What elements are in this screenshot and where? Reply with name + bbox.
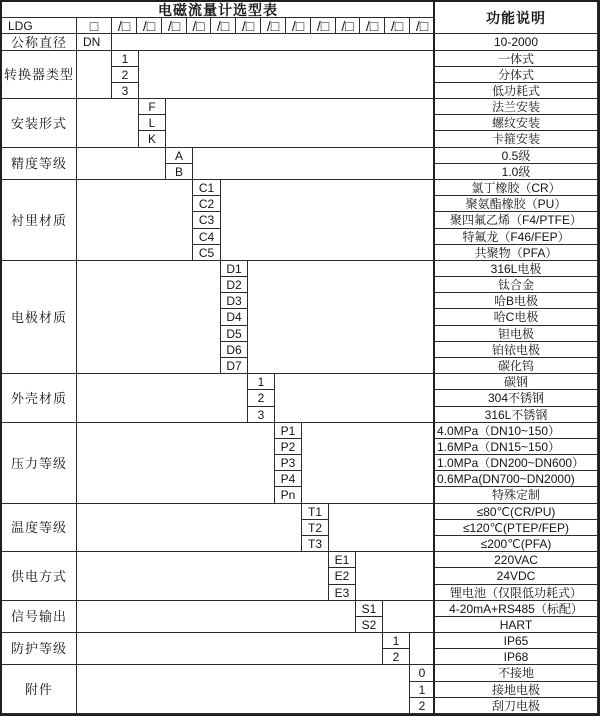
category-label: 防护等级 (2, 633, 77, 665)
description-cell: 4.0MPa（DN10~150） (435, 423, 598, 439)
empty-cell (275, 374, 435, 423)
model-slot-box-icon: /□ (385, 18, 410, 34)
description-cell: 低功耗式 (435, 83, 598, 99)
empty-cell (383, 601, 435, 633)
code-cell: D6 (221, 342, 248, 358)
code-cell: B (166, 164, 193, 180)
code-cell: C4 (193, 229, 221, 245)
empty-cell (77, 423, 275, 504)
code-cell: 3 (248, 407, 275, 423)
code-cell: 3 (112, 83, 139, 99)
description-cell: 220VAC (435, 552, 598, 568)
code-cell: S2 (356, 617, 383, 633)
code-cell: T3 (302, 536, 329, 552)
model-slot-box-icon: /□ (261, 18, 286, 34)
code-cell: 2 (383, 649, 410, 665)
code-cell: L (139, 115, 166, 131)
code-cell: 1 (248, 374, 275, 390)
code-cell: 1 (410, 682, 435, 698)
code-cell: D7 (221, 358, 248, 374)
model-slot-box-icon: /□ (236, 18, 261, 34)
description-cell: 钽电极 (435, 326, 598, 342)
code-cell: S1 (356, 601, 383, 617)
code-cell: E3 (329, 585, 356, 601)
empty-cell (77, 601, 356, 633)
code-cell: Pn (275, 487, 302, 504)
category-label: 电极材质 (2, 261, 77, 374)
description-cell: 哈C电极 (435, 309, 598, 326)
description-cell: 24VDC (435, 568, 598, 585)
description-cell: 特氟龙（F46/FEP） (435, 229, 598, 245)
description-cell: 316L不锈钢 (435, 407, 598, 423)
description-cell: 锂电池（仅限低功耗式） (435, 585, 598, 601)
code-cell: P4 (275, 471, 302, 487)
model-slot-box-icon: /□ (137, 18, 162, 34)
description-cell: 聚四氟乙烯（F4/PTFE） (435, 212, 598, 229)
model-slot-box-icon: /□ (187, 18, 211, 34)
description-cell: 0.6MPa(DN700~DN2000) (435, 471, 598, 487)
description-cell: 碳化钨 (435, 358, 598, 374)
empty-cell (77, 99, 139, 148)
empty-cell (329, 504, 435, 552)
code-cell: D5 (221, 326, 248, 342)
code-cell: D3 (221, 293, 248, 309)
function-header: 功能说明 (435, 2, 598, 34)
category-label: 衬里材质 (2, 180, 77, 261)
table-title: 电磁流量计选型表 (2, 2, 435, 18)
description-cell: 哈B电极 (435, 293, 598, 309)
empty-cell (221, 180, 435, 261)
category-label: 精度等级 (2, 148, 77, 180)
empty-cell (112, 34, 435, 51)
code-cell: 2 (248, 390, 275, 407)
code-cell: D1 (221, 261, 248, 277)
empty-cell (302, 423, 435, 504)
description-cell: ≤200℃(PFA) (435, 536, 598, 552)
empty-cell (410, 633, 435, 665)
category-label: 转换器类型 (2, 51, 77, 99)
model-slot-box-icon: /□ (112, 18, 137, 34)
code-cell: T1 (302, 504, 329, 520)
code-cell: 2 (112, 67, 139, 83)
description-cell: 聚氨酯橡胶（PU） (435, 196, 598, 212)
description-cell: 螺纹安装 (435, 115, 598, 131)
description-cell: 1.0级 (435, 164, 598, 180)
category-label: 温度等级 (2, 504, 77, 552)
code-cell: D4 (221, 309, 248, 326)
model-slot-box-icon: /□ (410, 18, 435, 34)
code-cell: P1 (275, 423, 302, 439)
model-prefix: LDG (2, 18, 77, 34)
code-cell: 0 (410, 665, 435, 682)
model-slot-box-icon: /□ (211, 18, 236, 34)
description-cell: ≤80℃(CR/PU) (435, 504, 598, 520)
category-label: 供电方式 (2, 552, 77, 601)
description-cell: ≤120℃(PTEP/FEP) (435, 520, 598, 536)
description-cell: 特殊定制 (435, 487, 598, 504)
code-cell: 2 (410, 698, 435, 714)
category-label: 外壳材质 (2, 374, 77, 423)
category-label: 信号输出 (2, 601, 77, 633)
description-cell: IP68 (435, 649, 598, 665)
code-cell: E2 (329, 568, 356, 585)
description-cell: 1.6MPa（DN15~150） (435, 439, 598, 455)
code-cell: F (139, 99, 166, 115)
code-cell: D2 (221, 277, 248, 293)
description-cell: 一体式 (435, 51, 598, 67)
empty-cell (77, 180, 193, 261)
code-cell: DN (77, 34, 112, 51)
empty-cell (77, 261, 221, 374)
code-cell: T2 (302, 520, 329, 536)
code-cell: P2 (275, 439, 302, 455)
category-label: 公称直径 (2, 34, 77, 51)
code-cell: C5 (193, 245, 221, 261)
description-cell: IP65 (435, 633, 598, 649)
empty-cell (77, 374, 248, 423)
code-cell: C1 (193, 180, 221, 196)
model-slot-box-icon: /□ (311, 18, 336, 34)
code-cell: 1 (112, 51, 139, 67)
description-cell: 316L电极 (435, 261, 598, 277)
empty-cell (77, 504, 302, 552)
description-cell: 1.0MPa（DN200~DN600） (435, 455, 598, 471)
description-cell: 不接地 (435, 665, 598, 682)
empty-cell (77, 633, 383, 665)
code-cell: K (139, 131, 166, 148)
description-cell: 氯丁橡胶（CR） (435, 180, 598, 196)
description-cell: 碳钢 (435, 374, 598, 390)
description-cell: 分体式 (435, 67, 598, 83)
empty-cell (77, 665, 410, 714)
description-cell: 钛合金 (435, 277, 598, 293)
thick-divider-line (433, 2, 435, 714)
code-cell: P3 (275, 455, 302, 471)
category-label: 压力等级 (2, 423, 77, 504)
description-cell: 共聚物（PFA） (435, 245, 598, 261)
model-slot-box-icon: /□ (162, 18, 187, 34)
description-cell: 10-2000 (435, 34, 598, 51)
empty-cell (193, 148, 435, 180)
code-cell: C2 (193, 196, 221, 212)
empty-cell (356, 552, 435, 601)
code-cell: C3 (193, 212, 221, 229)
empty-cell (77, 552, 329, 601)
category-label: 安装形式 (2, 99, 77, 148)
description-cell: 刮刀电极 (435, 698, 598, 714)
description-cell: 4-20mA+RS485（标配） (435, 601, 598, 617)
description-cell: 接地电极 (435, 682, 598, 698)
model-slot-box-icon: /□ (286, 18, 311, 34)
empty-cell (77, 51, 112, 99)
empty-cell (248, 261, 435, 374)
description-cell: 304不锈钢 (435, 390, 598, 407)
code-cell: E1 (329, 552, 356, 568)
model-slot-box-icon: /□ (360, 18, 385, 34)
description-cell: 0.5级 (435, 148, 598, 164)
model-base-box-icon: □ (77, 18, 112, 34)
description-cell: 卡箍安装 (435, 131, 598, 148)
model-slot-box-icon: /□ (336, 18, 360, 34)
description-cell: HART (435, 617, 598, 633)
empty-cell (139, 51, 435, 99)
empty-cell (77, 148, 166, 180)
description-cell: 法兰安装 (435, 99, 598, 115)
category-label: 附件 (2, 665, 77, 714)
code-cell: 1 (383, 633, 410, 649)
code-cell: A (166, 148, 193, 164)
empty-cell (166, 99, 435, 148)
description-cell: 铂铱电极 (435, 342, 598, 358)
